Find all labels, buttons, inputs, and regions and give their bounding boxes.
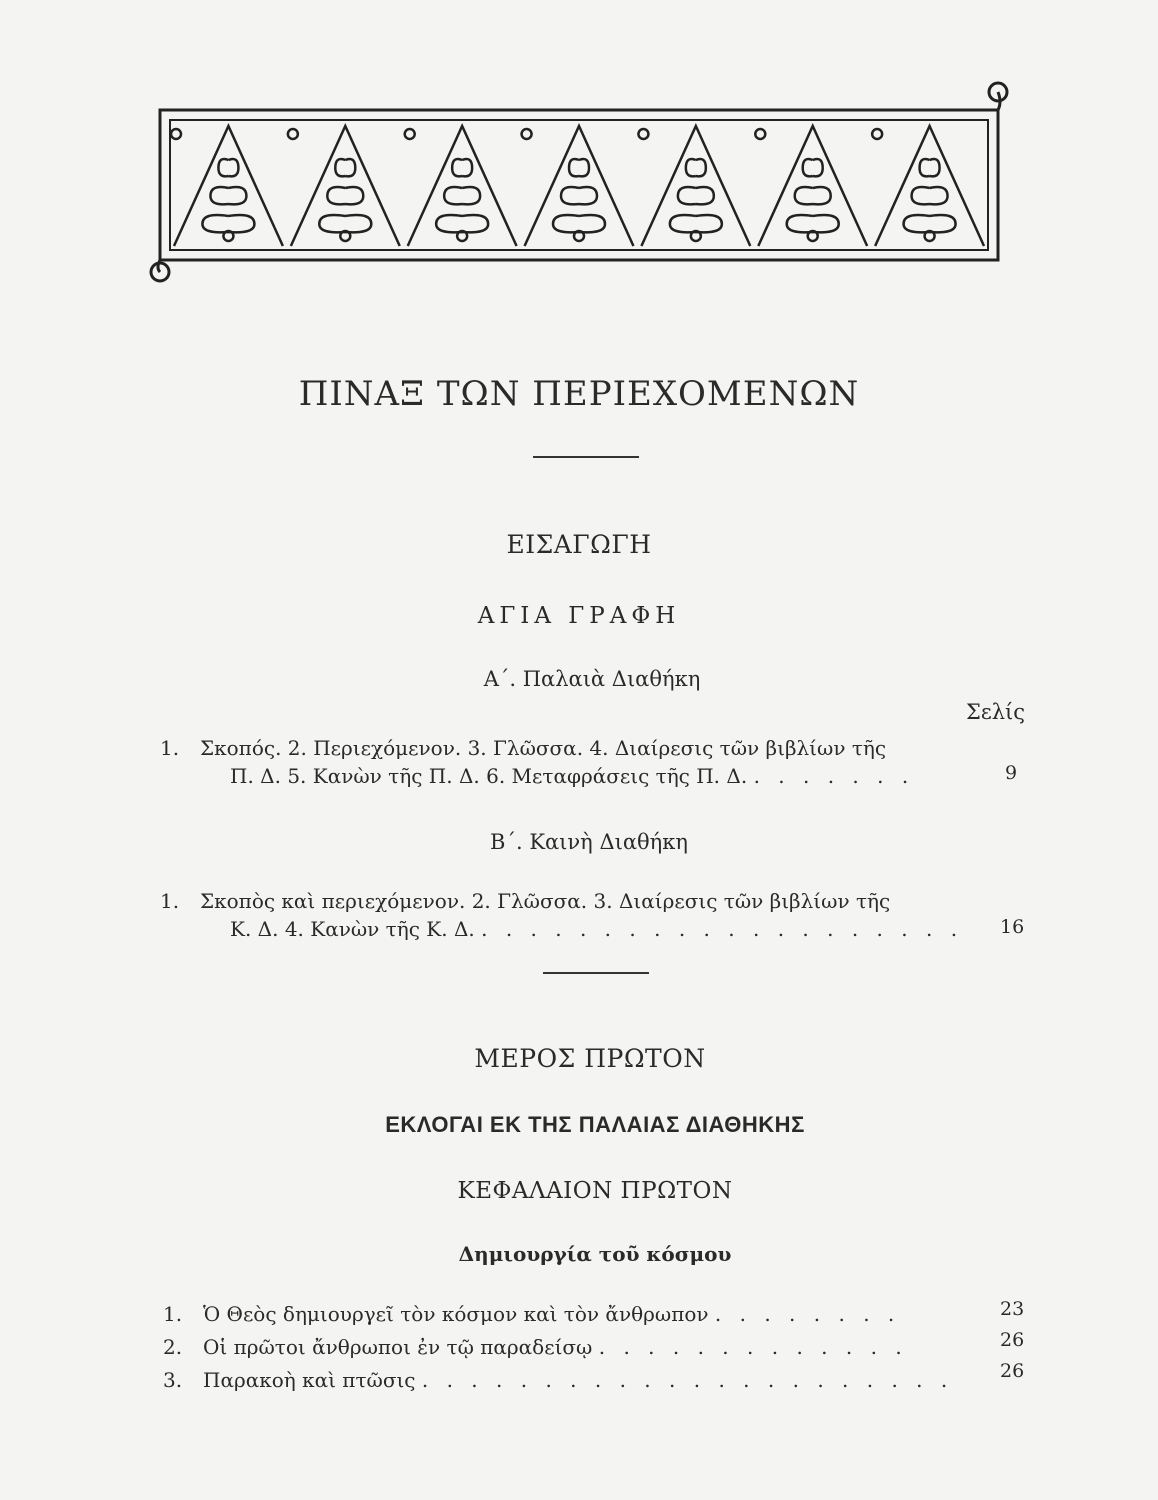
ornament-leaf <box>787 215 839 232</box>
ornament-triangle <box>291 126 400 246</box>
toc-entry-old-testament-cont <box>230 763 914 790</box>
chapter-heading: ΚΕΦΑΛΑΙΟΝ ΠΡΩΤΟΝ <box>457 1178 733 1204</box>
ornament-leaf <box>335 159 355 176</box>
ornament-leaf <box>210 187 246 204</box>
dot-leaders: . . . . . . . . <box>714 1302 901 1326</box>
dot-leaders: . . . . . . . . . . . . . <box>598 1335 908 1359</box>
ornament-leaf <box>912 187 948 204</box>
ornament-leaf <box>444 187 480 204</box>
ornament-leaf <box>920 159 940 176</box>
toc-entry <box>163 1334 908 1361</box>
part-heading: ΜΕΡΟΣ ΠΡΩΤΟΝ <box>474 1044 706 1073</box>
entry-number: 3. <box>163 1368 183 1392</box>
section-title-old-testament: Α΄. Παλαιὰ Διαθήκη <box>483 667 701 691</box>
toc-entry-new-testament-cont <box>230 916 963 943</box>
ornament-dot <box>288 129 298 139</box>
ornament-leaf <box>327 187 363 204</box>
part-subheading: ΕΚΛΟΓΑΙ ΕΚ ΤΗΣ ΠΑΛΑΙΑΣ ΔΙΑΘΗΚΗΣ <box>385 1112 805 1137</box>
entry-number: 1. <box>160 889 180 913</box>
ornament-triangle <box>641 126 750 246</box>
entry-text-line1: Σκοπὸς καὶ περιεχόμενον. 2. Γλῶσσα. 3. Διαίρεσις τῶν βιβλίων τῆς <box>200 889 891 913</box>
ornament-leaf <box>904 215 956 232</box>
entry-number: 1. <box>163 1302 183 1326</box>
page-number: 26 <box>1000 1360 1025 1382</box>
entry-text-line2: Π. Δ. 5. Κανὼν τῆς Π. Δ. 6. Μεταφράσεις τῆς Π. Δ. <box>230 764 748 788</box>
dot-leaders: . . . . . . . . . . . . . . . . . . . . <box>481 917 964 941</box>
entry-text-line2: Κ. Δ. 4. Κανὼν τῆς Κ. Δ. <box>230 917 475 941</box>
ornament-dot <box>872 129 882 139</box>
ornament-leaf <box>561 187 597 204</box>
entry-text: Οἱ πρῶτοι ἄνθρωποι ἐν τῷ παραδείσῳ <box>203 1335 593 1359</box>
ornament-dot <box>522 129 532 139</box>
intro-subheading: ΑΓΙΑ ΓΡΑΦΗ <box>477 603 681 629</box>
ornament-leaf <box>436 215 488 232</box>
ornament-triangle <box>758 126 867 246</box>
page-number: 16 <box>1000 916 1025 938</box>
title-divider <box>533 456 639 458</box>
ornament-leaf <box>795 187 831 204</box>
ornament-leaf <box>553 215 605 232</box>
ornament-leaf <box>686 159 706 176</box>
ornament-dot <box>171 129 181 139</box>
toc-entry <box>163 1367 953 1394</box>
ornament-leaf <box>803 159 823 176</box>
entry-number: 1. <box>160 736 180 760</box>
ornament-leaf <box>202 215 254 232</box>
ornament-triangle <box>875 126 984 246</box>
dot-leaders: . . . . . . . . . . . . . . . . . . . . . . <box>421 1368 954 1392</box>
toc-entry-new-testament <box>160 888 890 915</box>
ornament-leaf <box>218 159 238 176</box>
entry-text: Ὁ Θεὸς δημιουργεῖ τὸν κόσμον καὶ τὸν ἄνθρωπον <box>203 1302 709 1326</box>
entry-text: Παρακοὴ καὶ πτῶσις <box>203 1368 416 1392</box>
ornament-leaf <box>670 215 722 232</box>
ornament-triangle <box>408 126 517 246</box>
ornament-triangle <box>174 126 283 246</box>
ornament-triangle <box>525 126 634 246</box>
ornament-leaf <box>569 159 589 176</box>
page-column-label: Σελίς <box>966 700 1026 724</box>
ornament-dot <box>405 129 415 139</box>
page-number: 23 <box>1000 1298 1025 1320</box>
toc-entry <box>163 1301 900 1328</box>
ornament-leaf <box>678 187 714 204</box>
entry-text-line1: Σκοπός. 2. Περιεχόμενον. 3. Γλῶσσα. 4. Διαίρεσις τῶν βιβλίων τῆς <box>200 736 887 760</box>
toc-entry-old-testament <box>160 735 886 762</box>
page-number: 9 <box>1005 762 1018 784</box>
ornament-leaf <box>319 215 371 232</box>
ornament-dot <box>755 129 765 139</box>
intro-heading: ΕΙΣΑΓΩΓΗ <box>506 530 652 559</box>
page-number: 26 <box>1000 1329 1025 1351</box>
ornament-leaf <box>452 159 472 176</box>
chapter-title: Δημιουργία τοῦ κόσμου <box>458 1242 732 1266</box>
dot-leaders: . . . . . . . <box>753 764 915 788</box>
page-title: ΠΙΝΑΞ ΤΩΝ ΠΕΡΙΕΧΟΜΕΝΩΝ <box>298 374 860 414</box>
decorative-ornament-band <box>148 80 1010 285</box>
section-divider <box>543 972 649 974</box>
ornament-dot <box>638 129 648 139</box>
section-title-new-testament: Β΄. Καινὴ Διαθήκη <box>490 830 688 854</box>
entry-number: 2. <box>163 1335 183 1359</box>
